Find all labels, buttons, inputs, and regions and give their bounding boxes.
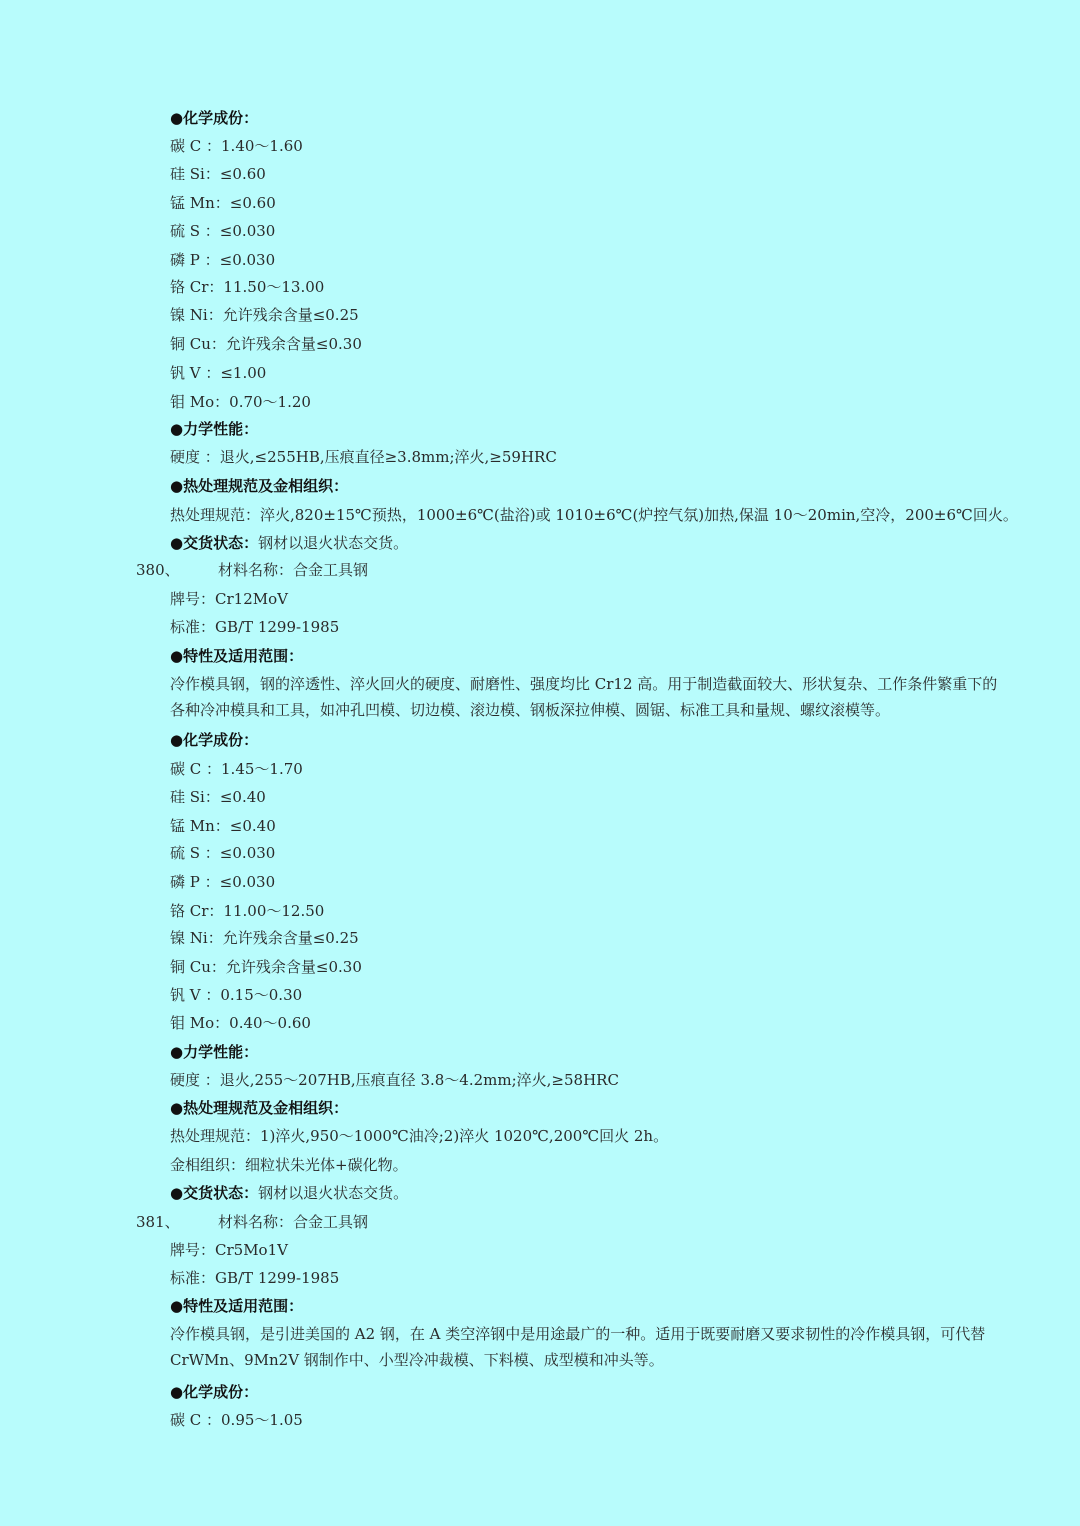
delivery-label: ●交货状态：	[170, 534, 259, 552]
chem-phosphorus: 磷 P ：≤0.030	[170, 873, 276, 891]
chem-sulfur: 硫 S ：≤0.030	[170, 844, 276, 862]
heat-spec-text: 热处理规范：淬火,820±15℃预热，1000±6℃(盐浴)或 1010±6℃(炉控气氛)加热,保温 10～20min,空冷，200±6℃回火。	[170, 506, 1018, 524]
chem-phosphorus: 磷 P ：≤0.030	[170, 251, 276, 269]
chem-vanadium: 钒 V ：≤1.00	[170, 364, 267, 382]
material-name: 材料名称：合金工具钢	[218, 561, 369, 579]
chem-heading: ●化学成份：	[170, 109, 259, 127]
standard-text: 标准：GB/T 1299-1985	[170, 1269, 340, 1287]
delivery-text: 钢材以退火状态交货。	[258, 1184, 409, 1202]
chem-vanadium: 钒 V ：0.15～0.30	[170, 986, 303, 1004]
feature-heading: ●特性及适用范围：	[170, 1297, 304, 1315]
heat-spec-text: 热处理规范：1)淬火,950～1000℃油冷;2)淬火 1020℃,200℃回火 2h。	[170, 1127, 669, 1145]
entry-number: 381、	[136, 1213, 180, 1231]
chem-carbon: 碳 C ：0.95～1.05	[170, 1411, 303, 1429]
material-name: 材料名称：合金工具钢	[218, 1213, 369, 1231]
hardness-text: 硬度 ：退火,≤255HB,压痕直径≥3.8mm;淬火,≥59HRC	[170, 448, 557, 466]
standard-text: 标准：GB/T 1299-1985	[170, 618, 340, 636]
chem-copper: 铜 Cu：允许残余含量≤0.30	[170, 958, 362, 976]
chem-nickel: 镍 Ni：允许残余含量≤0.25	[170, 929, 359, 947]
hardness-text: 硬度 ：退火,255～207HB,压痕直径 3.8～4.2mm;淬火,≥58HRC	[170, 1071, 619, 1089]
chem-silicon: 硅 Si：≤0.60	[170, 165, 266, 183]
delivery-text: 钢材以退火状态交货。	[258, 534, 409, 552]
chem-sulfur: 硫 S ：≤0.030	[170, 222, 276, 240]
chem-nickel: 镍 Ni：允许残余含量≤0.25	[170, 306, 359, 324]
feature-text: 冷作模具钢，钢的淬透性、淬火回火的硬度、耐磨性、强度均比 Cr12 高。用于制造截面较大、形状复杂、工作条件繁重下的各种冷冲模具和工具，如冲孔凹模、切边模、滚边模、钢板深拉伸模、圆锯、标准工具和量规、螺纹滚模等。	[170, 675, 998, 719]
entry-number: 380、	[136, 561, 180, 579]
chem-manganese: 锰 Mn：≤0.40	[170, 817, 276, 835]
chem-heading: ●化学成份：	[170, 731, 259, 749]
chem-molybdenum: 钼 Mo：0.70～1.20	[170, 393, 311, 411]
chem-carbon: 碳 C ：1.45～1.70	[170, 760, 303, 778]
chem-copper: 铜 Cu：允许残余含量≤0.30	[170, 335, 362, 353]
delivery-line	[170, 1183, 408, 1203]
chem-chromium: 铬 Cr：11.50～13.00	[170, 278, 325, 296]
chem-molybdenum: 钼 Mo：0.40～0.60	[170, 1014, 311, 1032]
grade-text: 牌号：Cr12MoV	[170, 590, 288, 608]
mech-heading: ●力学性能：	[170, 1043, 259, 1061]
mech-heading: ●力学性能：	[170, 420, 259, 438]
entry-380-header	[136, 560, 368, 580]
chem-carbon: 碳 C ：1.40～1.60	[170, 137, 303, 155]
microstructure-text: 金相组织：细粒状朱光体+碳化物。	[170, 1156, 408, 1174]
chem-silicon: 硅 Si：≤0.40	[170, 788, 266, 806]
delivery-line	[170, 533, 408, 553]
grade-text: 牌号：Cr5Mo1V	[170, 1241, 288, 1259]
chem-manganese: 锰 Mn：≤0.60	[170, 194, 276, 212]
entry-381-header	[136, 1212, 368, 1232]
heat-heading: ●热处理规范及金相组织：	[170, 477, 349, 495]
feature-text: 冷作模具钢，是引进美国的 A2 钢，在 A 类空淬钢中是用途最广的一种。适用于既要耐磨又要求韧性的冷作模具钢，可代替 CrWMn、9Mn2V 钢制作中、小型冷冲裁模、下料模、成型模和冲头等。	[170, 1325, 986, 1369]
chem-chromium: 铬 Cr：11.00～12.50	[170, 902, 325, 920]
chem-heading: ●化学成份：	[170, 1383, 259, 1401]
delivery-label: ●交货状态：	[170, 1184, 259, 1202]
feature-heading: ●特性及适用范围：	[170, 647, 304, 665]
heat-heading: ●热处理规范及金相组织：	[170, 1099, 349, 1117]
